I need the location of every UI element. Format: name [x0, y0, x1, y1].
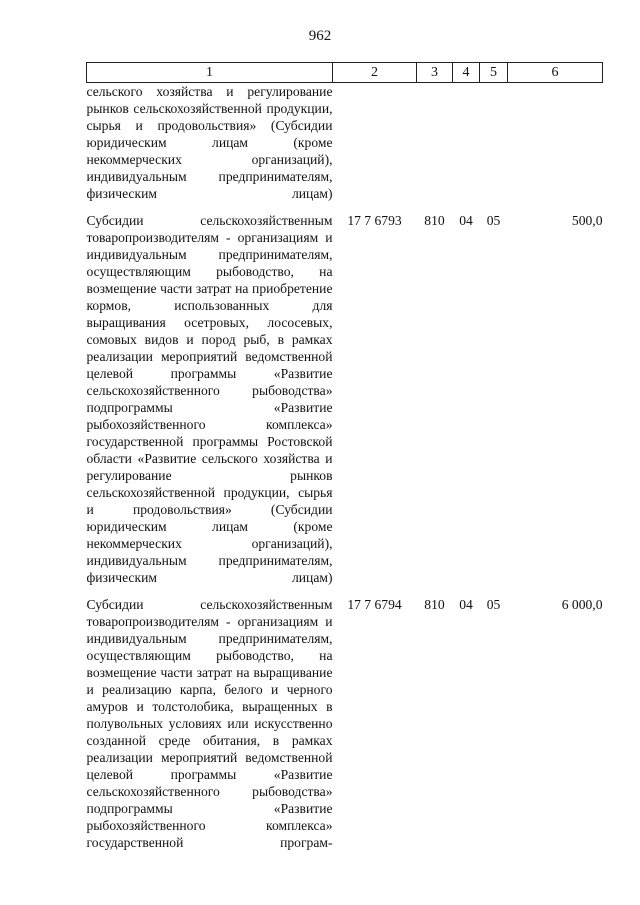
row-col5: 05: [486, 597, 501, 612]
row-col5: 05: [486, 213, 501, 228]
header-col-3: 3: [417, 63, 453, 83]
row-col3: [417, 83, 453, 203]
row-col5: [480, 83, 508, 203]
row-code: [333, 83, 417, 203]
row-code: 17 7 6794: [347, 597, 402, 612]
row-description: сельского хозяйства и регулирование рынков сельскохозяйственной продукции, сырья и продовольствия» (Субсидии юридическим лицам (кроме некоммерческих организаций), индивидуальным предпринимателям, физическим лицам): [86, 84, 333, 201]
header-col-6: 6: [508, 63, 603, 83]
row-code: 17 7 6793: [347, 213, 402, 228]
row-description: Субсидии сельскохозяйственным товаропроизводителям - организациям и индивидуальным предпринимателям, осуществляющим рыбоводство, на возмещение части затрат на приобретение кормов, использованных для выращивания осетровых, лососевых, сомовых видов и пород рыб, в рамках реализации мероприятий ведомственной целевой программы «Развитие сельскохозяйственного рыбоводства» подпрограммы «Развитие рыбохозяйственного комплекса» государственной программы Ростовской области «Развитие сельского хозяйства и регулирование рынков сельскохозяйственной продукции, сырья и продовольствия» (Субсидии юридическим лицам (кроме некоммерческих организаций), индивидуальным предпринимателям, физическим лицам): [86, 213, 333, 585]
row-amount: 500,0: [571, 213, 603, 228]
header-col-2: 2: [333, 63, 417, 83]
row-col4: 04: [459, 597, 473, 612]
header-col-5: 5: [480, 63, 508, 83]
table-row: [87, 596, 603, 851]
budget-table: [86, 62, 603, 851]
row-amount: [508, 83, 603, 203]
row-col4: [453, 83, 480, 203]
row-amount: 6 000,0: [561, 597, 603, 612]
row-description: Субсидии сельскохозяйственным товаропроизводителям - организациям и индивидуальным предпринимателям, осуществляющим рыбоводство, на возмещение части затрат на выращивание и реализацию карпа, белого и черного амуров и толстолобика, выращенных в полувольных условиях или искусственно созданной среде обитания, в рамках реализации мероприятий ведомственной целевой программы «Развитие сельскохозяйственного рыбоводства» подпрограммы «Развитие рыбохозяйственного комплекса» государственной програм-: [86, 597, 333, 850]
row-col4: 04: [459, 213, 473, 228]
page-number: 962: [308, 28, 332, 44]
row-col3: 810: [424, 213, 445, 228]
table-header-row: [87, 63, 603, 83]
table-row: [87, 212, 603, 586]
table-row: [87, 83, 603, 203]
row-col3: 810: [424, 597, 445, 612]
header-col-4: 4: [453, 63, 480, 83]
header-col-1: 1: [87, 63, 333, 83]
